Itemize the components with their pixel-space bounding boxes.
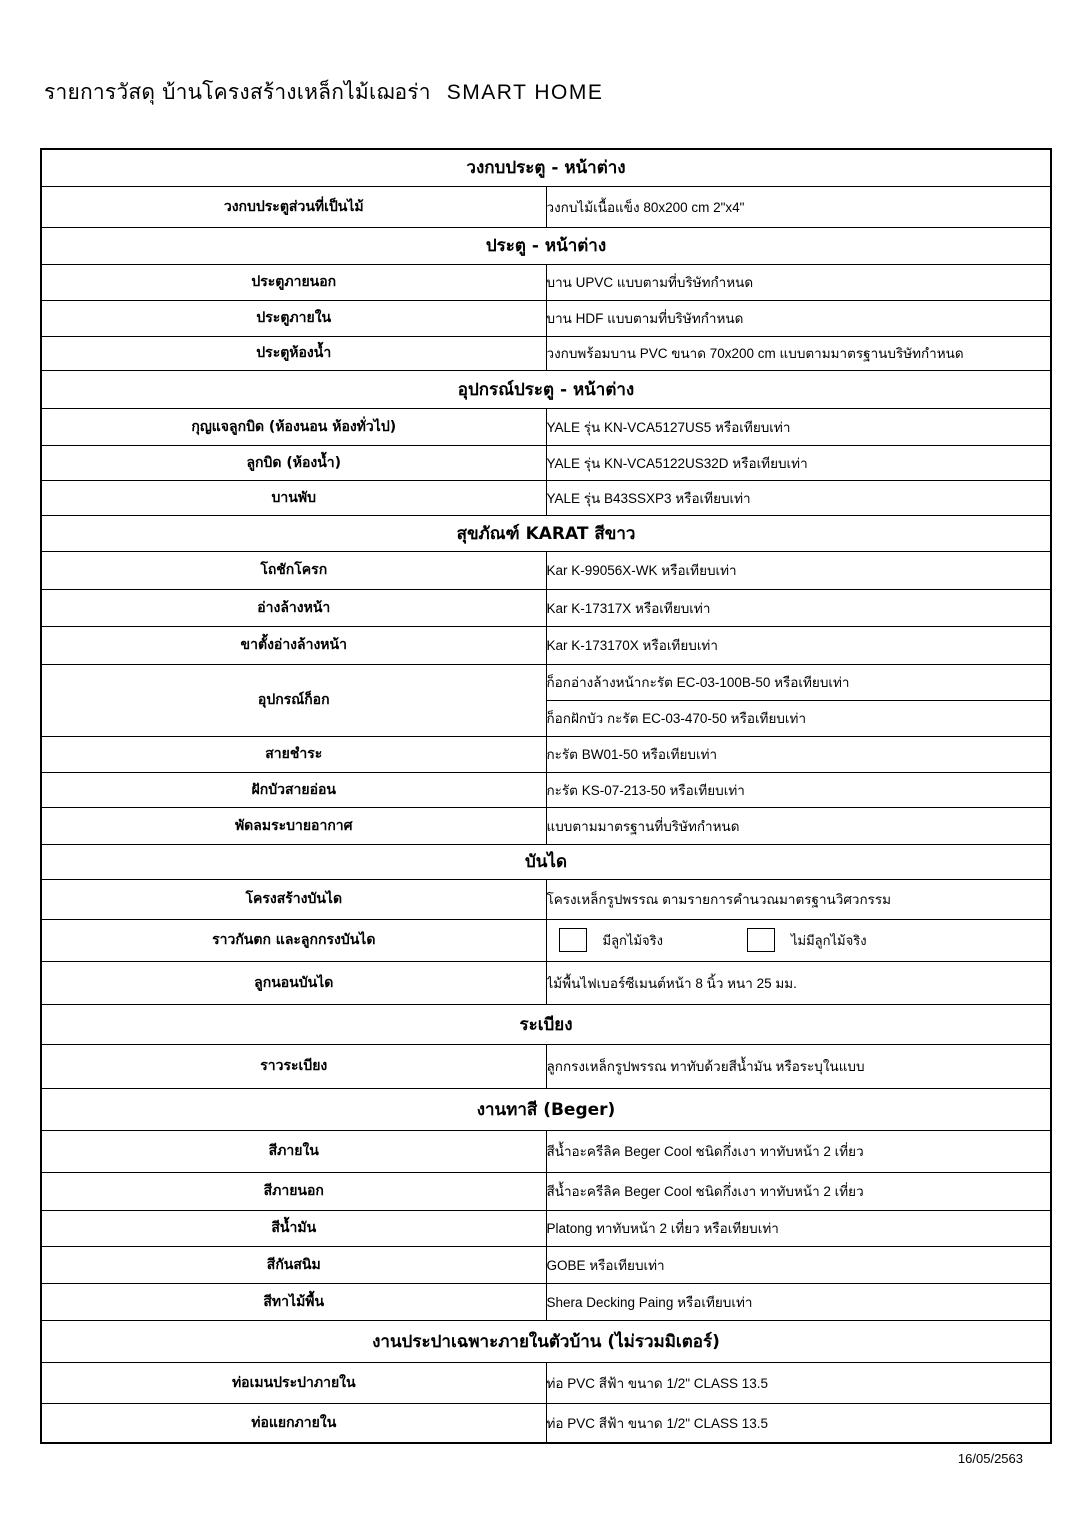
table-row: [41, 807, 1051, 844]
section-hardware: อุปกรณ์ประตู - หน้าต่าง: [41, 370, 1051, 408]
checkbox-no-real-wood[interactable]: [747, 928, 775, 952]
table-row: [41, 300, 1051, 336]
table-row: [41, 1130, 1051, 1172]
section-doors: ประตู - หน้าต่าง: [41, 227, 1051, 264]
row-label: กุญแจลูกบิด (ห้องนอน ห้องทั่วไป): [41, 408, 546, 445]
table-row: [41, 1283, 1051, 1320]
row-value: YALE รุ่น KN-VCA5127US5 หรือเทียบเท่า: [546, 408, 1051, 445]
table-row: [41, 1403, 1051, 1443]
table-row: [41, 919, 1051, 961]
section-plumbing: งานประปาเฉพาะภายในตัวบ้าน (ไม่รวมมิเตอร์): [41, 1320, 1051, 1362]
row-label: สีกันสนิม: [41, 1246, 546, 1283]
row-value: Platong ทาทับหน้า 2 เที่ยว หรือเทียบเท่า: [546, 1210, 1051, 1246]
table-row: [41, 626, 1051, 664]
row-label: ราวระเบียง: [41, 1044, 546, 1088]
row-value: สีน้ำอะครีลิค Beger Cool ชนิดกึ่งเงา ทาทับหน้า 2 เที่ยว: [546, 1130, 1051, 1172]
row-value: สีน้ำอะครีลิค Beger Cool ชนิดกึ่งเงา ทาทับหน้า 2 เที่ยว: [546, 1172, 1051, 1210]
section-stairs: บันได: [41, 844, 1051, 879]
row-label: ลูกบิด (ห้องน้ำ): [41, 445, 546, 480]
row-value: โครงเหล็กรูปพรรณ ตามรายการคำนวณมาตรฐานวิศวกรรม: [546, 879, 1051, 919]
row-label: ฝักบัวสายอ่อน: [41, 772, 546, 807]
row-label: ลูกนอนบันได: [41, 961, 546, 1004]
table-row: [41, 551, 1051, 589]
table-row: [41, 264, 1051, 300]
row-label: วงกบประตูส่วนที่เป็นไม้: [41, 186, 546, 227]
row-label: ราวกันตก และลูกกรงบันได: [41, 919, 546, 961]
table-row: [41, 480, 1051, 515]
row-label: สายชำระ: [41, 736, 546, 772]
section-frames: วงกบประตู - หน้าต่าง: [41, 149, 1051, 186]
section-sanitary: สุขภัณฑ์ KARAT สีขาว: [41, 515, 1051, 551]
row-value: วงกบไม้เนื้อแข็ง 80x200 cm 2"x4": [546, 186, 1051, 227]
row-label: บานพับ: [41, 480, 546, 515]
table-row: [41, 1044, 1051, 1088]
page-title: [44, 76, 603, 109]
row-label: ขาตั้งอ่างล้างหน้า: [41, 626, 546, 664]
document-date: 16/05/2563: [957, 1451, 1023, 1466]
row-label: สีน้ำมัน: [41, 1210, 546, 1246]
row-value: ไม้พื้นไฟเบอร์ซีเมนต์หน้า 8 นิ้ว หนา 25 มม.: [546, 961, 1051, 1004]
materials-table: [40, 148, 1052, 1444]
row-value: GOBE หรือเทียบเท่า: [546, 1246, 1051, 1283]
table-row: [41, 186, 1051, 227]
row-value: บาน UPVC แบบตามที่บริษัทกำหนด: [546, 264, 1051, 300]
section-balcony: ระเบียง: [41, 1004, 1051, 1044]
table-row: [41, 879, 1051, 919]
row-value: ก็อกอ่างล้างหน้ากะรัต EC-03-100B-50 หรือเทียบเท่า: [546, 664, 1051, 700]
table-row: [41, 772, 1051, 807]
table-row: [41, 1210, 1051, 1246]
row-value: วงกบพร้อมบาน PVC ขนาด 70x200 cm แบบตามมาตรฐานบริษัทกำหนด: [546, 336, 1051, 370]
row-value: กะรัต BW01-50 หรือเทียบเท่า: [546, 736, 1051, 772]
table-row: [41, 408, 1051, 445]
row-label: ท่อเมนประปาภายใน: [41, 1362, 546, 1403]
table-row: [41, 336, 1051, 370]
title-en: SMART HOME: [446, 81, 604, 104]
row-label: สีภายนอก: [41, 1172, 546, 1210]
row-value: ท่อ PVC สีฟ้า ขนาด 1/2" CLASS 13.5: [546, 1403, 1051, 1443]
row-label: ประตูภายใน: [41, 300, 546, 336]
row-label: สีทาไม้พื้น: [41, 1283, 546, 1320]
row-value: แบบตามมาตรฐานที่บริษัทกำหนด: [546, 807, 1051, 844]
row-label: ประตูห้องน้ำ: [41, 336, 546, 370]
row-value: Kar K-173170X หรือเทียบเท่า: [546, 626, 1051, 664]
row-value: ท่อ PVC สีฟ้า ขนาด 1/2" CLASS 13.5: [546, 1362, 1051, 1403]
table-row: [41, 1362, 1051, 1403]
row-value: บาน HDF แบบตามที่บริษัทกำหนด: [546, 300, 1051, 336]
checkbox-real-wood[interactable]: [559, 928, 587, 952]
row-label: อุปกรณ์ก็อก: [41, 664, 546, 736]
title-thai: รายการวัสดุ บ้านโครงสร้างเหล็กไม้เฌอร่า: [44, 80, 431, 104]
row-label: สีภายใน: [41, 1130, 546, 1172]
table-row: [41, 589, 1051, 626]
row-value: Kar K-17317X หรือเทียบเท่า: [546, 589, 1051, 626]
row-label: อ่างล้างหน้า: [41, 589, 546, 626]
table-row: [41, 736, 1051, 772]
row-value: ลูกกรงเหล็กรูปพรรณ ทาทับด้วยสีน้ำมัน หรือระบุในแบบ: [546, 1044, 1051, 1088]
rail-options: [546, 919, 1051, 961]
row-value: กะรัต KS-07-213-50 หรือเทียบเท่า: [546, 772, 1051, 807]
row-value: Kar K-99056X-WK หรือเทียบเท่า: [546, 551, 1051, 589]
row-label: ท่อแยกภายใน: [41, 1403, 546, 1443]
table-row: [41, 1172, 1051, 1210]
option-label: ไม่มีลูกไม้จริง: [790, 933, 867, 949]
row-value: ก็อกฝักบัว กะรัต EC-03-470-50 หรือเทียบเท่า: [546, 700, 1051, 736]
row-label: ประตูภายนอก: [41, 264, 546, 300]
section-paint: งานทาสี (Beger): [41, 1088, 1051, 1130]
option-label: มีลูกไม้จริง: [602, 933, 663, 949]
table-row: [41, 961, 1051, 1004]
row-value: Shera Decking Paing หรือเทียบเท่า: [546, 1283, 1051, 1320]
row-label: พัดลมระบายอากาศ: [41, 807, 546, 844]
row-label: โถชักโครก: [41, 551, 546, 589]
table-row: [41, 445, 1051, 480]
row-value: YALE รุ่น B43SSXP3 หรือเทียบเท่า: [546, 480, 1051, 515]
table-row: [41, 664, 1051, 700]
row-label: โครงสร้างบันได: [41, 879, 546, 919]
row-value: YALE รุ่น KN-VCA5122US32D หรือเทียบเท่า: [546, 445, 1051, 480]
table-row: [41, 1246, 1051, 1283]
